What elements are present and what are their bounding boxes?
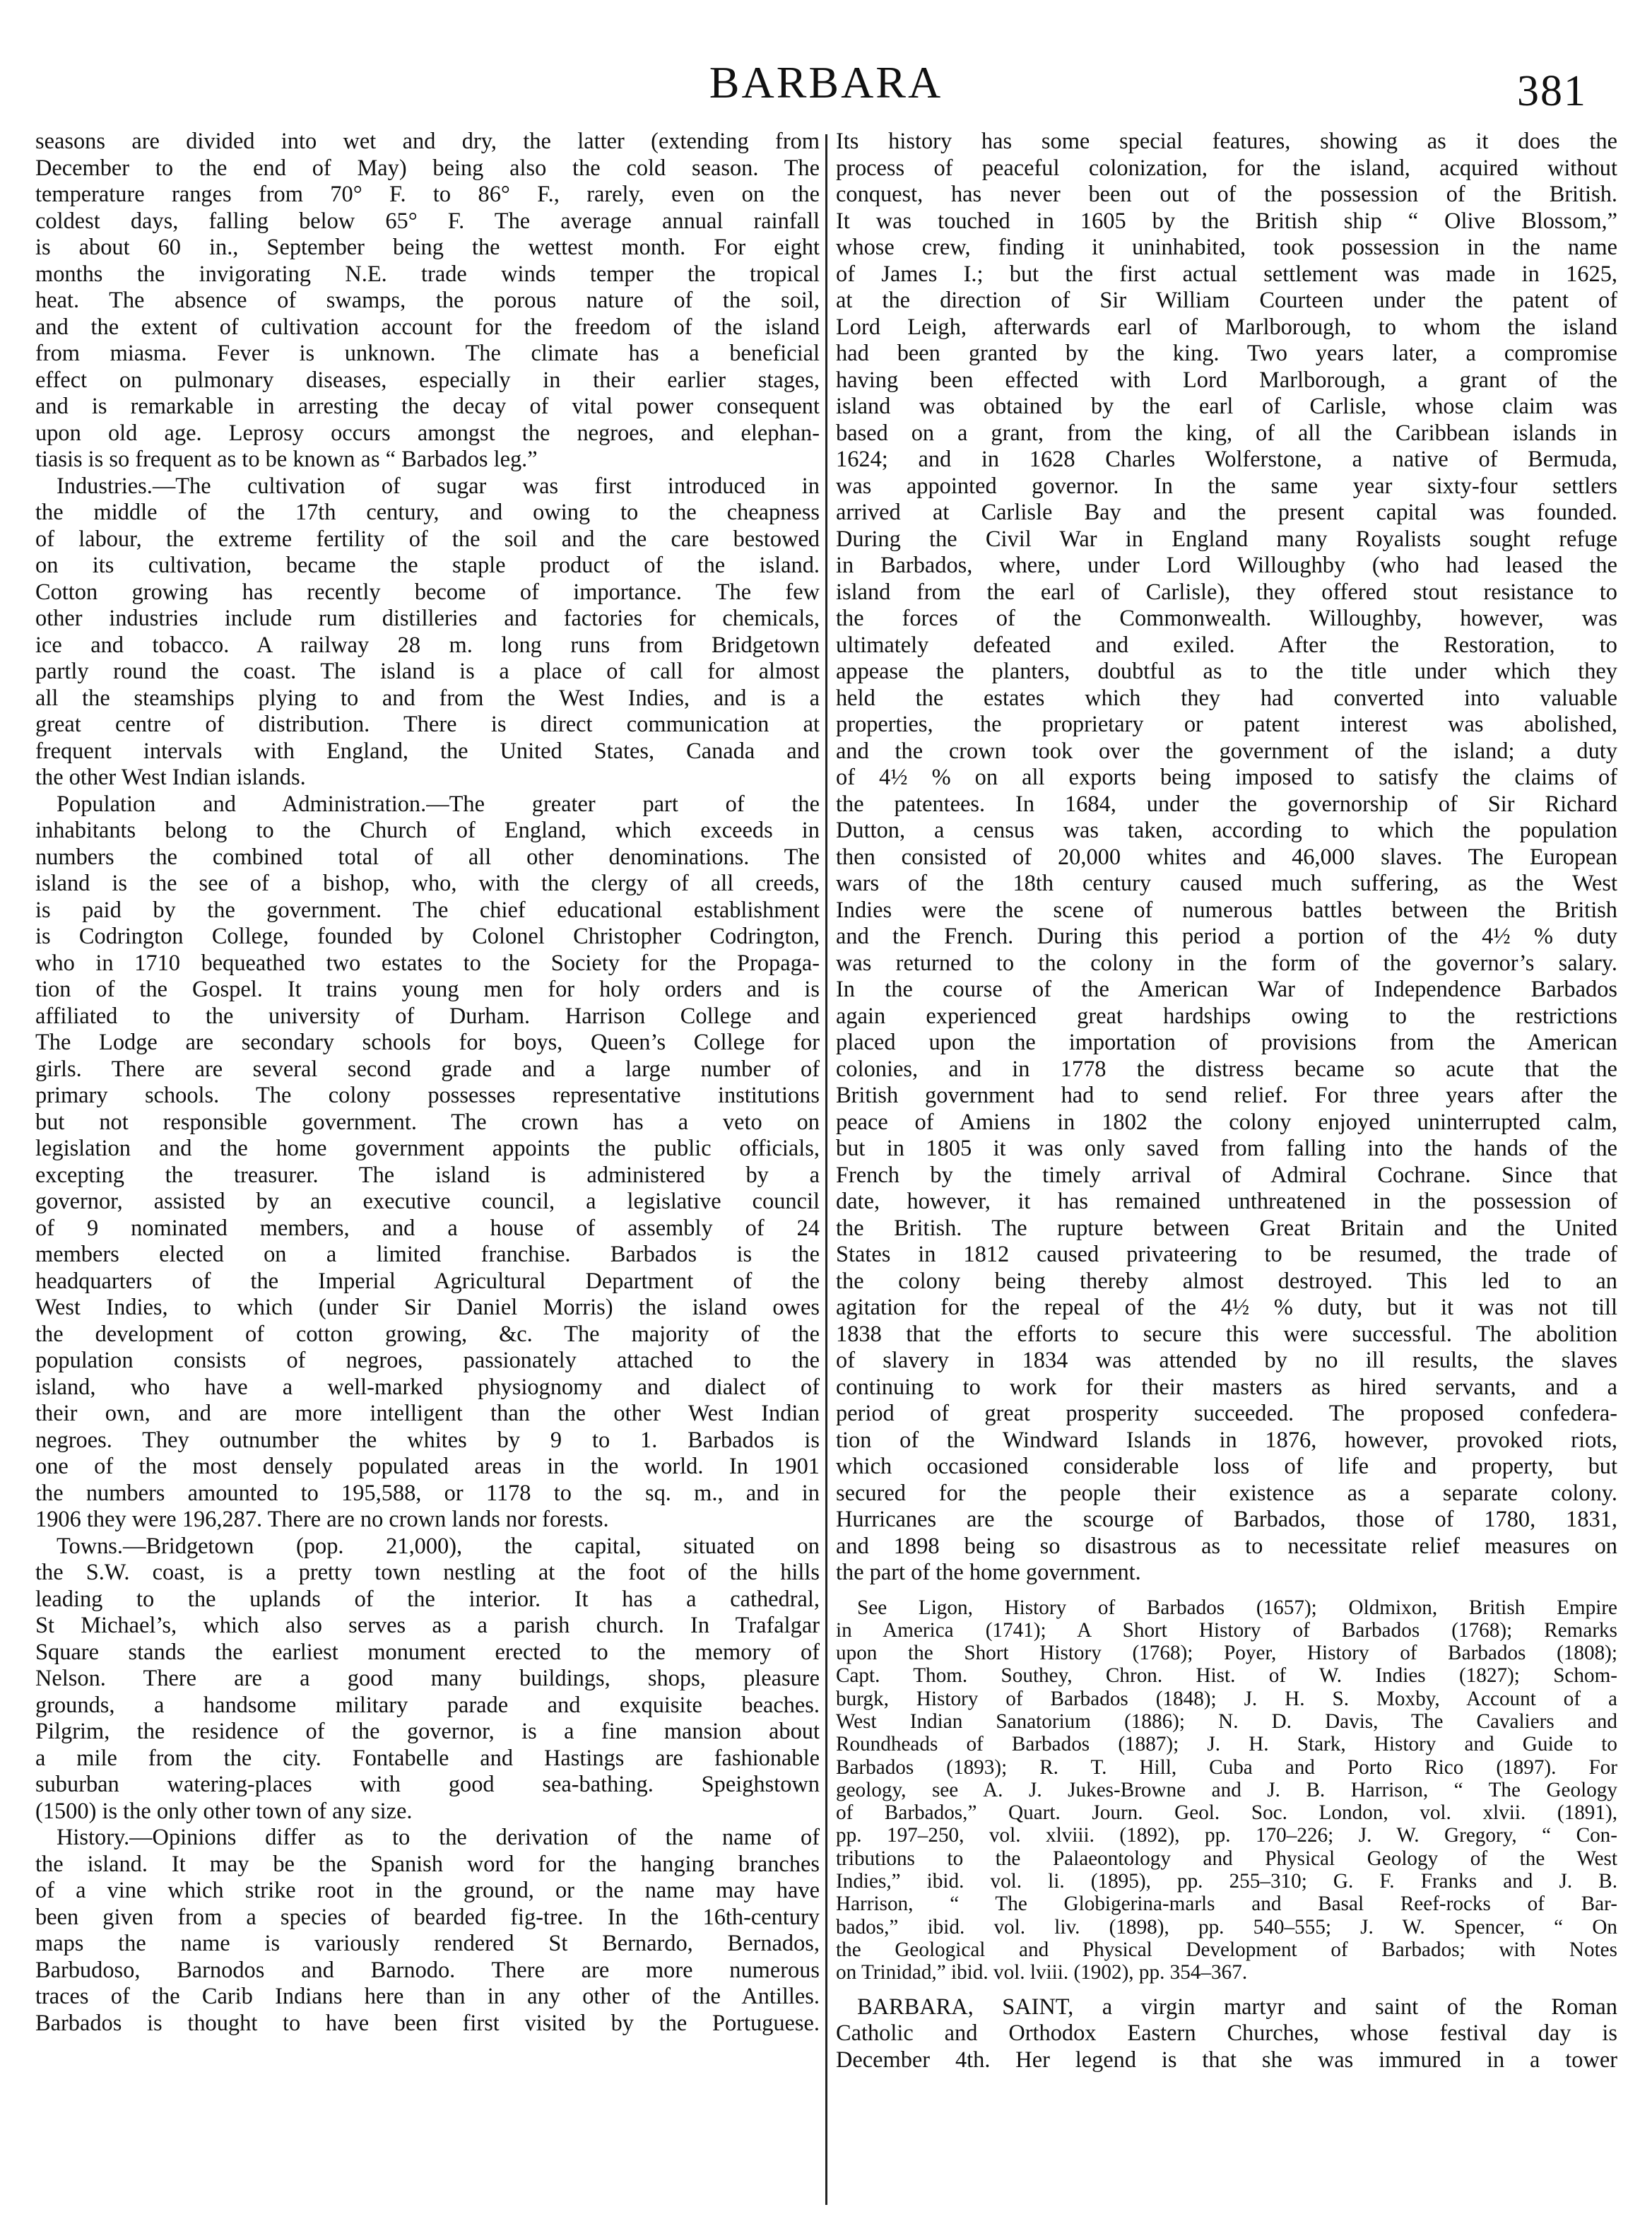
text-line: Catholic and Orthodox Eastern Churches, whose festival day is bbox=[836, 2020, 1617, 2047]
text-line: been given from a species of bearded fig-tree. In the 16th-century bbox=[35, 1904, 820, 1930]
text-line: Industries.—The cultivation of sugar was first introduced in bbox=[57, 473, 820, 499]
running-head-title: BARBARA bbox=[709, 57, 943, 107]
text-line: West Indies, to which (under Sir Daniel Morris) the island owes bbox=[35, 1295, 820, 1320]
text-line: process of peaceful colonization, for the island, acquired without bbox=[836, 155, 1617, 181]
text-line: leading to the uplands of the interior. It has a cathedral, bbox=[35, 1586, 820, 1612]
text-line: Population and Administration.—The greater part of the bbox=[57, 791, 820, 817]
text-line: the middle of the 17th century, and owing to the cheapness bbox=[35, 500, 820, 525]
text-line: heat. The absence of swamps, the porous nature of the soil, bbox=[35, 288, 820, 313]
text-line: It was touched in 1605 by the British ship “ Olive Blossom,” bbox=[836, 208, 1617, 234]
text-line: geology, see A. J. Jukes-Browne and J. B. Harrison, “ The Geology bbox=[836, 1778, 1617, 1801]
text-line: legislation and the home government appoints the public officials, bbox=[35, 1136, 820, 1161]
text-line: one of the most densely populated areas in the world. In 1901 bbox=[35, 1454, 820, 1479]
text-line: Capt. Thom. Southey, Chron. Hist. of W. Indies (1827); Schom- bbox=[836, 1664, 1617, 1688]
text-line: at the direction of Sir William Courteen under the patent of bbox=[836, 288, 1617, 313]
text-line: tion of the Windward Islands in 1876, however, provoked riots, bbox=[836, 1427, 1617, 1453]
text-line: of 4½ % on all exports being imposed to satisfy the claims of bbox=[836, 765, 1617, 790]
text-line: and the extent of cultivation account for the freedom of the island bbox=[35, 314, 820, 340]
text-line: upon old age. Leprosy occurs amongst the negroes, and elephan- bbox=[35, 420, 820, 446]
text-line: tributions to the Palaeontology and Physical Geology of the West bbox=[836, 1847, 1617, 1870]
text-line: the British. The rupture between Great Britain and the United bbox=[836, 1215, 1617, 1241]
text-line: Indies were the scene of numerous battles between the British bbox=[836, 897, 1617, 923]
text-line: was returned to the colony in the form of the governor’s salary. bbox=[836, 950, 1617, 976]
text-line: Hurricanes are the scourge of Barbados, those of 1780, 1831, bbox=[836, 1507, 1617, 1532]
text-line: arrived at Carlisle Bay and the present capital was founded. bbox=[836, 500, 1617, 525]
text-line: the part of the home government. bbox=[836, 1560, 1141, 1585]
text-line: Barbados (1893); R. T. Hill, Cuba and Porto Rico (1897). For bbox=[836, 1755, 1617, 1779]
text-line: the Geological and Physical Development of Barbados; with Notes bbox=[836, 1938, 1617, 1961]
text-line: Indies,” ibid. vol. li. (1895), pp. 255–310; G. F. Franks and J. B. bbox=[836, 1870, 1617, 1893]
text-line: appease the planters, doubtful as to the title under which they bbox=[836, 659, 1617, 684]
text-line: conquest, has never been out of the possession of the British. bbox=[836, 182, 1617, 207]
text-line: members elected on a limited franchise. Barbados is the bbox=[35, 1242, 820, 1267]
text-line: from miasma. Fever is unknown. The climate has a beneficial bbox=[35, 341, 820, 366]
text-line: period of great prosperity succeeded. The proposed confedera- bbox=[836, 1401, 1617, 1426]
text-line: 1624; and in 1628 Charles Wolferstone, a native of Bermuda, bbox=[836, 447, 1617, 472]
text-line: the colony being thereby almost destroyed. This led to an bbox=[836, 1268, 1617, 1294]
text-line: traces of the Carib Indians here than in any other of the Antilles. bbox=[35, 1984, 820, 2009]
text-line: the forces of the Commonwealth. Willoughby, however, was bbox=[836, 606, 1617, 631]
text-line: BARBARA, SAINT, a virgin martyr and saint of the Roman bbox=[857, 1994, 1617, 2020]
text-line: had been granted by the king. Two years later, a compromise bbox=[836, 341, 1617, 366]
text-line: the numbers amounted to 195,588, or 1178 to the sq. m., and in bbox=[35, 1480, 820, 1506]
text-line: girls. There are several second grade and a large number of bbox=[35, 1056, 820, 1082]
text-line: and is remarkable in arresting the decay of vital power consequent bbox=[35, 394, 820, 419]
text-line: temperature ranges from 70° F. to 86° F., rarely, even on the bbox=[35, 182, 820, 207]
text-line: Cotton growing has recently become of importance. The few bbox=[35, 579, 820, 605]
left-column bbox=[35, 129, 820, 2037]
text-line: who in 1710 bequeathed two estates to the Society for the Propaga- bbox=[35, 950, 820, 976]
text-line: British government had to send relief. For three years after the bbox=[836, 1083, 1617, 1108]
text-line: then consisted of 20,000 whites and 46,000 slaves. The European bbox=[836, 844, 1617, 870]
text-line: great centre of distribution. There is direct communication at bbox=[35, 712, 820, 737]
text-line: December 4th. Her legend is that she was immured in a tower bbox=[836, 2047, 1617, 2073]
text-line: St Michael’s, which also serves as a parish church. In Trafalgar bbox=[35, 1613, 820, 1638]
text-line: Dutton, a census was taken, according to which the population bbox=[836, 818, 1617, 843]
text-line: of a vine which strike root in the ground, or the name may have bbox=[35, 1878, 820, 1903]
text-line: the patentees. In 1684, under the governorship of Sir Richard bbox=[836, 791, 1617, 817]
text-line: secured for the people their existence as a separate colony. bbox=[836, 1480, 1617, 1506]
text-line: months the invigorating N.E. trade winds temper the tropical bbox=[35, 261, 820, 287]
text-line: frequent intervals with England, the United States, Canada and bbox=[35, 738, 820, 764]
text-line: See Ligon, History of Barbados (1657); Oldmixon, British Empire bbox=[857, 1596, 1617, 1619]
text-line: partly round the coast. The island is a place of call for almost bbox=[35, 659, 820, 684]
text-line: pp. 197–250, vol. xlviii. (1892), pp. 170–226; J. W. Gregory, “ Con- bbox=[836, 1824, 1617, 1847]
text-line: upon the Short History (1768); Poyer, History of Barbados (1808); bbox=[836, 1642, 1617, 1665]
text-line: numbers the combined total of all other denominations. The bbox=[35, 844, 820, 870]
text-line: population consists of negroes, passionately attached to the bbox=[35, 1348, 820, 1373]
text-line: West Indian Sanatorium (1886); N. D. Davis, The Cavaliers and bbox=[836, 1710, 1617, 1733]
text-line: which occasioned considerable loss of life and property, but bbox=[836, 1454, 1617, 1479]
text-line: the S.W. coast, is a pretty town nestling at the foot of the hills bbox=[35, 1560, 820, 1585]
text-line: island is the see of a bishop, who, with the clergy of all creeds, bbox=[35, 871, 820, 896]
text-line: agitation for the repeal of the 4½ % duty, but it was not till bbox=[836, 1295, 1617, 1320]
page-header bbox=[0, 0, 1652, 115]
text-line: other industries include rum distilleries and factories for chemicals, bbox=[35, 606, 820, 631]
text-line: whose crew, finding it uninhabited, took possession in the name bbox=[836, 235, 1617, 260]
text-line: was appointed governor. In the same year sixty-four settlers bbox=[836, 473, 1617, 499]
text-line: but not responsible government. The crown has a veto on bbox=[35, 1109, 820, 1135]
text-line: of slavery in 1834 was attended by no ill results, the slaves bbox=[836, 1348, 1617, 1373]
text-line: In the course of the American War of Independence Barbados bbox=[836, 977, 1617, 1002]
text-line: negroes. They outnumber the whites by 9 to 1. Barbados is bbox=[35, 1427, 820, 1453]
text-line: the other West Indian islands. bbox=[35, 765, 306, 790]
text-line: but in 1805 it was only saved from falling into the hands of the bbox=[836, 1136, 1617, 1161]
text-line: During the Civil War in England many Royalists sought refuge bbox=[836, 526, 1617, 552]
text-line: Its history has some special features, showing as it does the bbox=[836, 129, 1617, 154]
text-line: in America (1741); A Short History of Barbados (1768); Remarks bbox=[836, 1618, 1617, 1642]
text-line: Barbudoso, Barnodos and Barnodo. There are more numerous bbox=[35, 1957, 820, 1983]
text-line: grounds, a handsome military parade and exquisite beaches. bbox=[35, 1692, 820, 1718]
text-line: the development of cotton growing, &c. The majority of the bbox=[35, 1321, 820, 1347]
text-line: Towns.—Bridgetown (pop. 21,000), the capital, situated on bbox=[57, 1533, 820, 1559]
text-line: tion of the Gospel. It trains young men for holy orders and is bbox=[35, 977, 820, 1002]
text-line: seasons are divided into wet and dry, the latter (extending from bbox=[35, 129, 820, 154]
text-line: continuing to work for their masters as hired servants, and a bbox=[836, 1374, 1617, 1400]
text-line: is Codrington College, founded by Colonel Christopher Codrington, bbox=[35, 924, 820, 949]
text-line: 1906 they were 196,287. There are no crown lands nor forests. bbox=[35, 1507, 609, 1532]
text-line: date, however, it has remained unthreatened in the possession of bbox=[836, 1189, 1617, 1214]
page-number: 381 bbox=[1517, 67, 1587, 115]
text-line: History.—Opinions differ as to the derivation of the name of bbox=[57, 1825, 820, 1850]
text-line: coldest days, falling below 65° F. The average annual rainfall bbox=[35, 208, 820, 234]
text-line: Pilgrim, the residence of the governor, is a fine mansion about bbox=[35, 1719, 820, 1744]
text-line: on its cultivation, became the staple product of the island. bbox=[35, 553, 820, 578]
text-line: of 9 nominated members, and a house of assembly of 24 bbox=[35, 1215, 820, 1241]
text-line: governor, assisted by an executive council, a legislative council bbox=[35, 1189, 820, 1214]
text-line: Square stands the earliest monument erected to the memory of bbox=[35, 1639, 820, 1665]
text-line: again experienced great hardships owing to the restrictions bbox=[836, 1003, 1617, 1029]
text-line: Harrison, “ The Globigerina-marls and Basal Reef-rocks of Bar- bbox=[836, 1893, 1617, 1916]
text-line: and the crown took over the government of the island; a duty bbox=[836, 738, 1617, 764]
text-line: inhabitants belong to the Church of England, which exceeds in bbox=[35, 818, 820, 843]
text-line: States in 1812 caused privateering to be resumed, the trade of bbox=[836, 1242, 1617, 1267]
text-line: affiliated to the university of Durham. Harrison College and bbox=[35, 1003, 820, 1029]
text-line: excepting the treasurer. The island is administered by a bbox=[35, 1162, 820, 1188]
column-divider bbox=[825, 134, 827, 2205]
text-line: December to the end of May) being also the cold season. The bbox=[35, 155, 820, 181]
text-line: island from the earl of Carlisle), they offered stout resistance to bbox=[836, 579, 1617, 605]
text-line: Barbados is thought to have been first visited by the Portuguese. bbox=[35, 2010, 820, 2036]
text-line: maps the name is variously rendered St Bernardo, Bernados, bbox=[35, 1931, 820, 1956]
text-line: the island. It may be the Spanish word for the hanging branches bbox=[35, 1851, 820, 1877]
text-line: their own, and are more intelligent than the other West Indian bbox=[35, 1401, 820, 1426]
text-line: and 1898 being so disastrous as to necessitate relief measures on bbox=[836, 1533, 1617, 1559]
text-line: peace of Amiens in 1802 the colony enjoyed uninterrupted calm, bbox=[836, 1109, 1617, 1135]
text-line: primary schools. The colony possesses representative institutions bbox=[35, 1083, 820, 1108]
text-line: is about 60 in., September being the wettest month. For eight bbox=[35, 235, 820, 260]
text-line: colonies, and in 1778 the distress became so acute that the bbox=[836, 1056, 1617, 1082]
text-line: Lord Leigh, afterwards earl of Marlborough, to whom the island bbox=[836, 314, 1617, 340]
text-line: 1838 that the efforts to secure this were successful. The abolition bbox=[836, 1321, 1617, 1347]
text-line: (1500) is the only other town of any size. bbox=[35, 1798, 413, 1824]
text-line: effect on pulmonary diseases, especially in their earlier stages, bbox=[35, 367, 820, 393]
text-line: wars of the 18th century caused much suffering, as the West bbox=[836, 871, 1617, 896]
text-line: and the French. During this period a portion of the 4½ % duty bbox=[836, 924, 1617, 949]
text-line: island was obtained by the earl of Carlisle, whose claim was bbox=[836, 394, 1617, 419]
text-line: a mile from the city. Fontabelle and Hastings are fashionable bbox=[35, 1745, 820, 1771]
text-line: all the steamships plying to and from the West Indies, and is a bbox=[35, 685, 820, 711]
text-line: properties, the proprietary or patent interest was abolished, bbox=[836, 712, 1617, 737]
right-column bbox=[836, 129, 1617, 2073]
text-line: of James I.; but the first actual settlement was made in 1625, bbox=[836, 261, 1617, 287]
text-line: on Trinidad,” ibid. vol. lviii. (1902), pp. 354–367. bbox=[836, 1961, 1248, 1984]
text-line: based on a grant, from the king, of all the Caribbean islands in bbox=[836, 420, 1617, 446]
text-line: ice and tobacco. A railway 28 m. long runs from Bridgetown bbox=[35, 632, 820, 658]
text-line: of Barbados,” Quart. Journ. Geol. Soc. London, vol. xlvii. (1891), bbox=[836, 1801, 1617, 1825]
text-line: The Lodge are secondary schools for boys, Queen’s College for bbox=[35, 1030, 820, 1055]
text-line: headquarters of the Imperial Agricultural Department of the bbox=[35, 1268, 820, 1294]
text-line: French by the timely arrival of Admiral Cochrane. Since that bbox=[836, 1162, 1617, 1188]
text-line: having been effected with Lord Marlborough, a grant of the bbox=[836, 367, 1617, 393]
text-line: held the estates which they had converted into valuable bbox=[836, 685, 1617, 711]
text-line: of labour, the extreme fertility of the soil and the care bestowed bbox=[35, 526, 820, 552]
text-line: burgk, History of Barbados (1848); J. H. S. Moxby, Account of a bbox=[836, 1687, 1617, 1710]
text-line: Nelson. There are a good many buildings, shops, pleasure bbox=[35, 1666, 820, 1691]
text-line: Roundheads of Barbados (1887); J. H. Stark, History and Guide to bbox=[836, 1733, 1617, 1756]
text-line: tiasis is so frequent as to be known as “ Barbados leg.” bbox=[35, 447, 538, 472]
text-line: bados,” ibid. vol. liv. (1898), pp. 540–555; J. W. Spencer, “ On bbox=[836, 1915, 1617, 1938]
text-line: in Barbados, where, under Lord Willoughby (who had leased the bbox=[836, 553, 1617, 578]
text-line: is paid by the government. The chief educational establishment bbox=[35, 897, 820, 923]
text-line: ultimately defeated and exiled. After the Restoration, to bbox=[836, 632, 1617, 658]
text-line: suburban watering-places with good sea-bathing. Speighstown bbox=[35, 1772, 820, 1797]
text-line: island, who have a well-marked physiognomy and dialect of bbox=[35, 1374, 820, 1400]
text-line: placed upon the importation of provisions from the American bbox=[836, 1030, 1617, 1055]
